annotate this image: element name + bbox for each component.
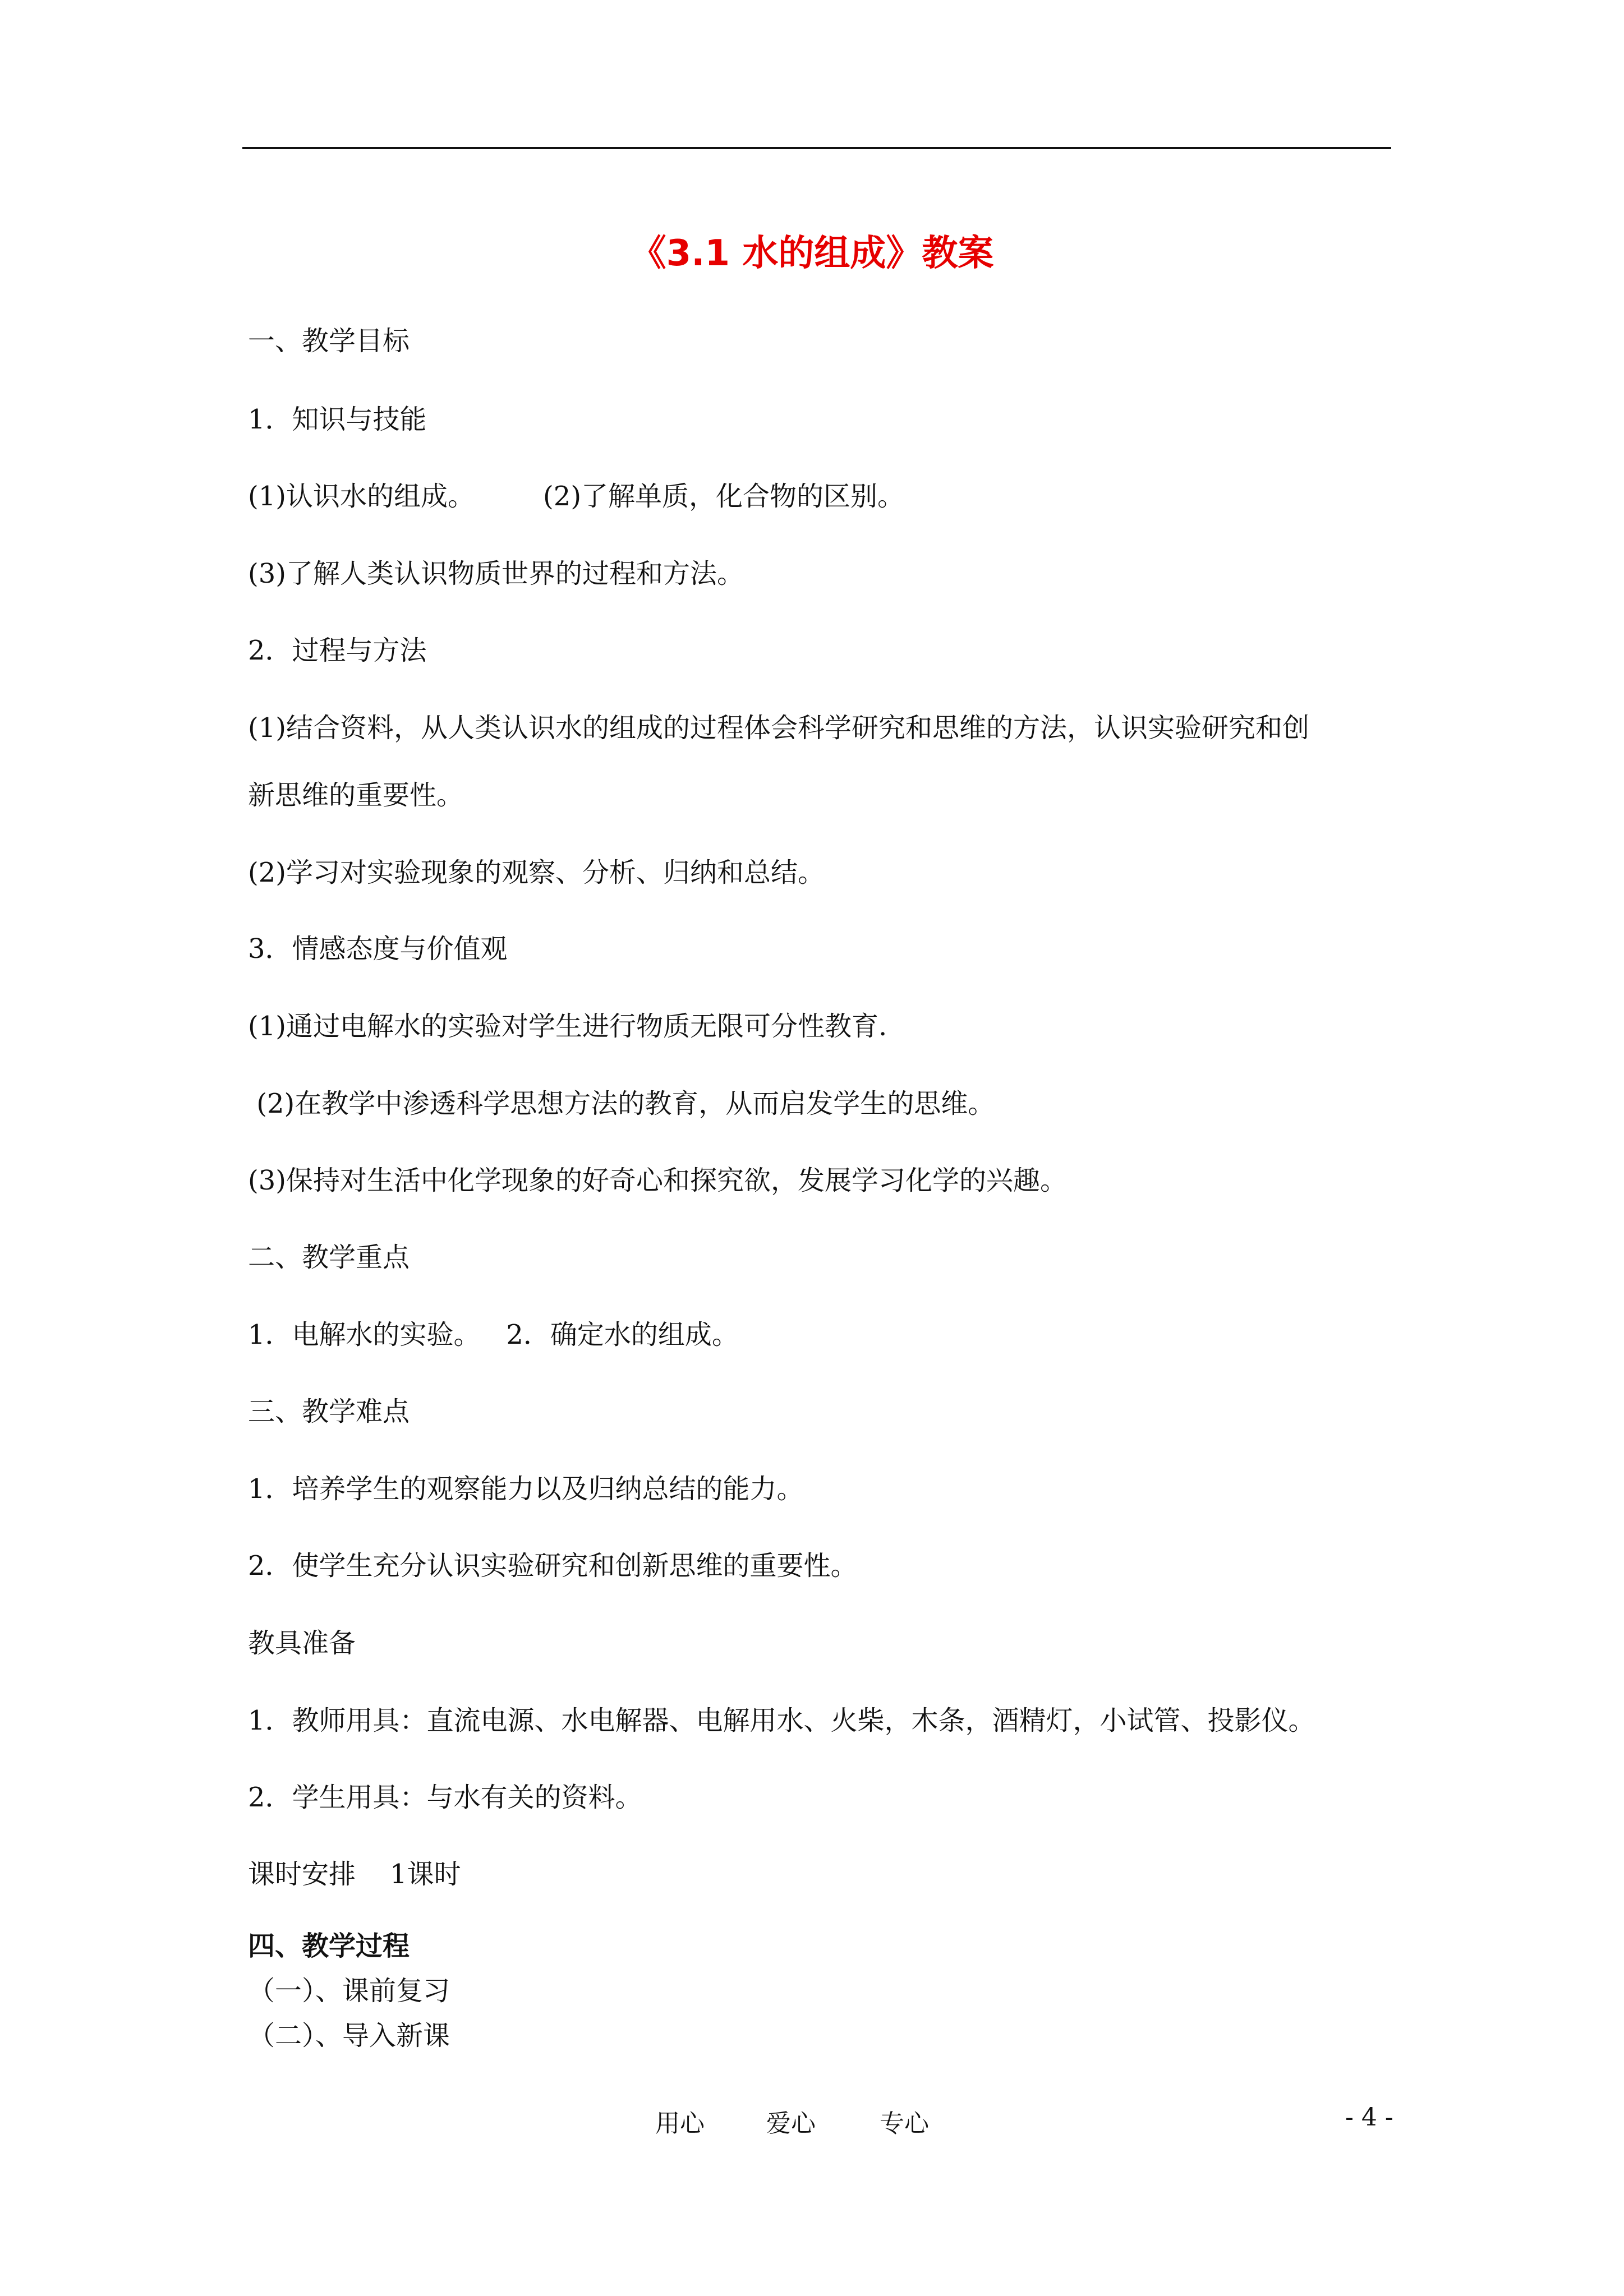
document-title: 《3.1 水的组成》教案 — [630, 233, 994, 274]
footer-text: 爱心 — [766, 2109, 816, 2138]
subheading-teaching-aids: 教具准备 — [248, 1628, 356, 1659]
section-heading-teaching-process: 四、教学过程 — [248, 1930, 410, 1962]
section-heading-objectives: 一、教学目标 — [248, 325, 410, 357]
text-line-class-hours: 课时安排 1课时 — [248, 1859, 461, 1890]
subheading-attitude-values: 3．情感态度与价值观 — [248, 933, 508, 965]
text-line: (2)学习对实验现象的观察、分析、归纳和总结。 — [248, 857, 825, 888]
text-line: (2)在教学中渗透科学思想方法的教育，从而启发学生的思维。 — [248, 1088, 995, 1119]
text-line: 2．使学生充分认识实验研究和创新思维的重要性。 — [248, 1550, 858, 1582]
text-line: (3)了解人类认识物质世界的过程和方法。 — [248, 558, 744, 589]
text-line: 新思维的重要性。 — [248, 780, 464, 811]
subheading-knowledge-skills: 1．知识与技能 — [248, 404, 427, 435]
subheading-process-method: 2．过程与方法 — [248, 635, 427, 666]
text-line: (1)认识水的组成。 (2)了解单质，化合物的区别。 — [248, 481, 905, 512]
text-line: （一）、课前复习 — [248, 1975, 450, 2007]
section-heading-key-points: 二、教学重点 — [248, 1242, 410, 1273]
header-rule — [242, 147, 1391, 149]
text-line: 2．学生用具：与水有关的资料。 — [248, 1782, 642, 1813]
text-line: 1．教师用具：直流电源、水电解器、电解用水、火柴，木条，酒精灯，小试管、投影仪。 — [248, 1705, 1315, 1736]
text-line: 1．培养学生的观察能力以及归纳总结的能力。 — [248, 1473, 804, 1505]
page-number: - 4 - — [1345, 2103, 1393, 2132]
text-line: (1)结合资料，从人类认识水的组成的过程体会科学研究和思维的方法，认识实验研究和创 — [248, 712, 1309, 744]
footer-text: 专心 — [880, 2109, 929, 2138]
text-line: (1)通过电解水的实验对学生进行物质无限可分性教育. — [248, 1011, 887, 1042]
text-line: (3)保持对生活中化学现象的好奇心和探究欲，发展学习化学的兴趣。 — [248, 1165, 1067, 1196]
page-footer — [0, 2103, 1624, 2137]
text-line: 1．电解水的实验。 2．确定水的组成。 — [248, 1319, 739, 1350]
section-heading-difficulties: 三、教学难点 — [248, 1396, 410, 1427]
text-line: （二）、导入新课 — [248, 2020, 450, 2051]
footer-text: 用心 — [655, 2109, 705, 2138]
